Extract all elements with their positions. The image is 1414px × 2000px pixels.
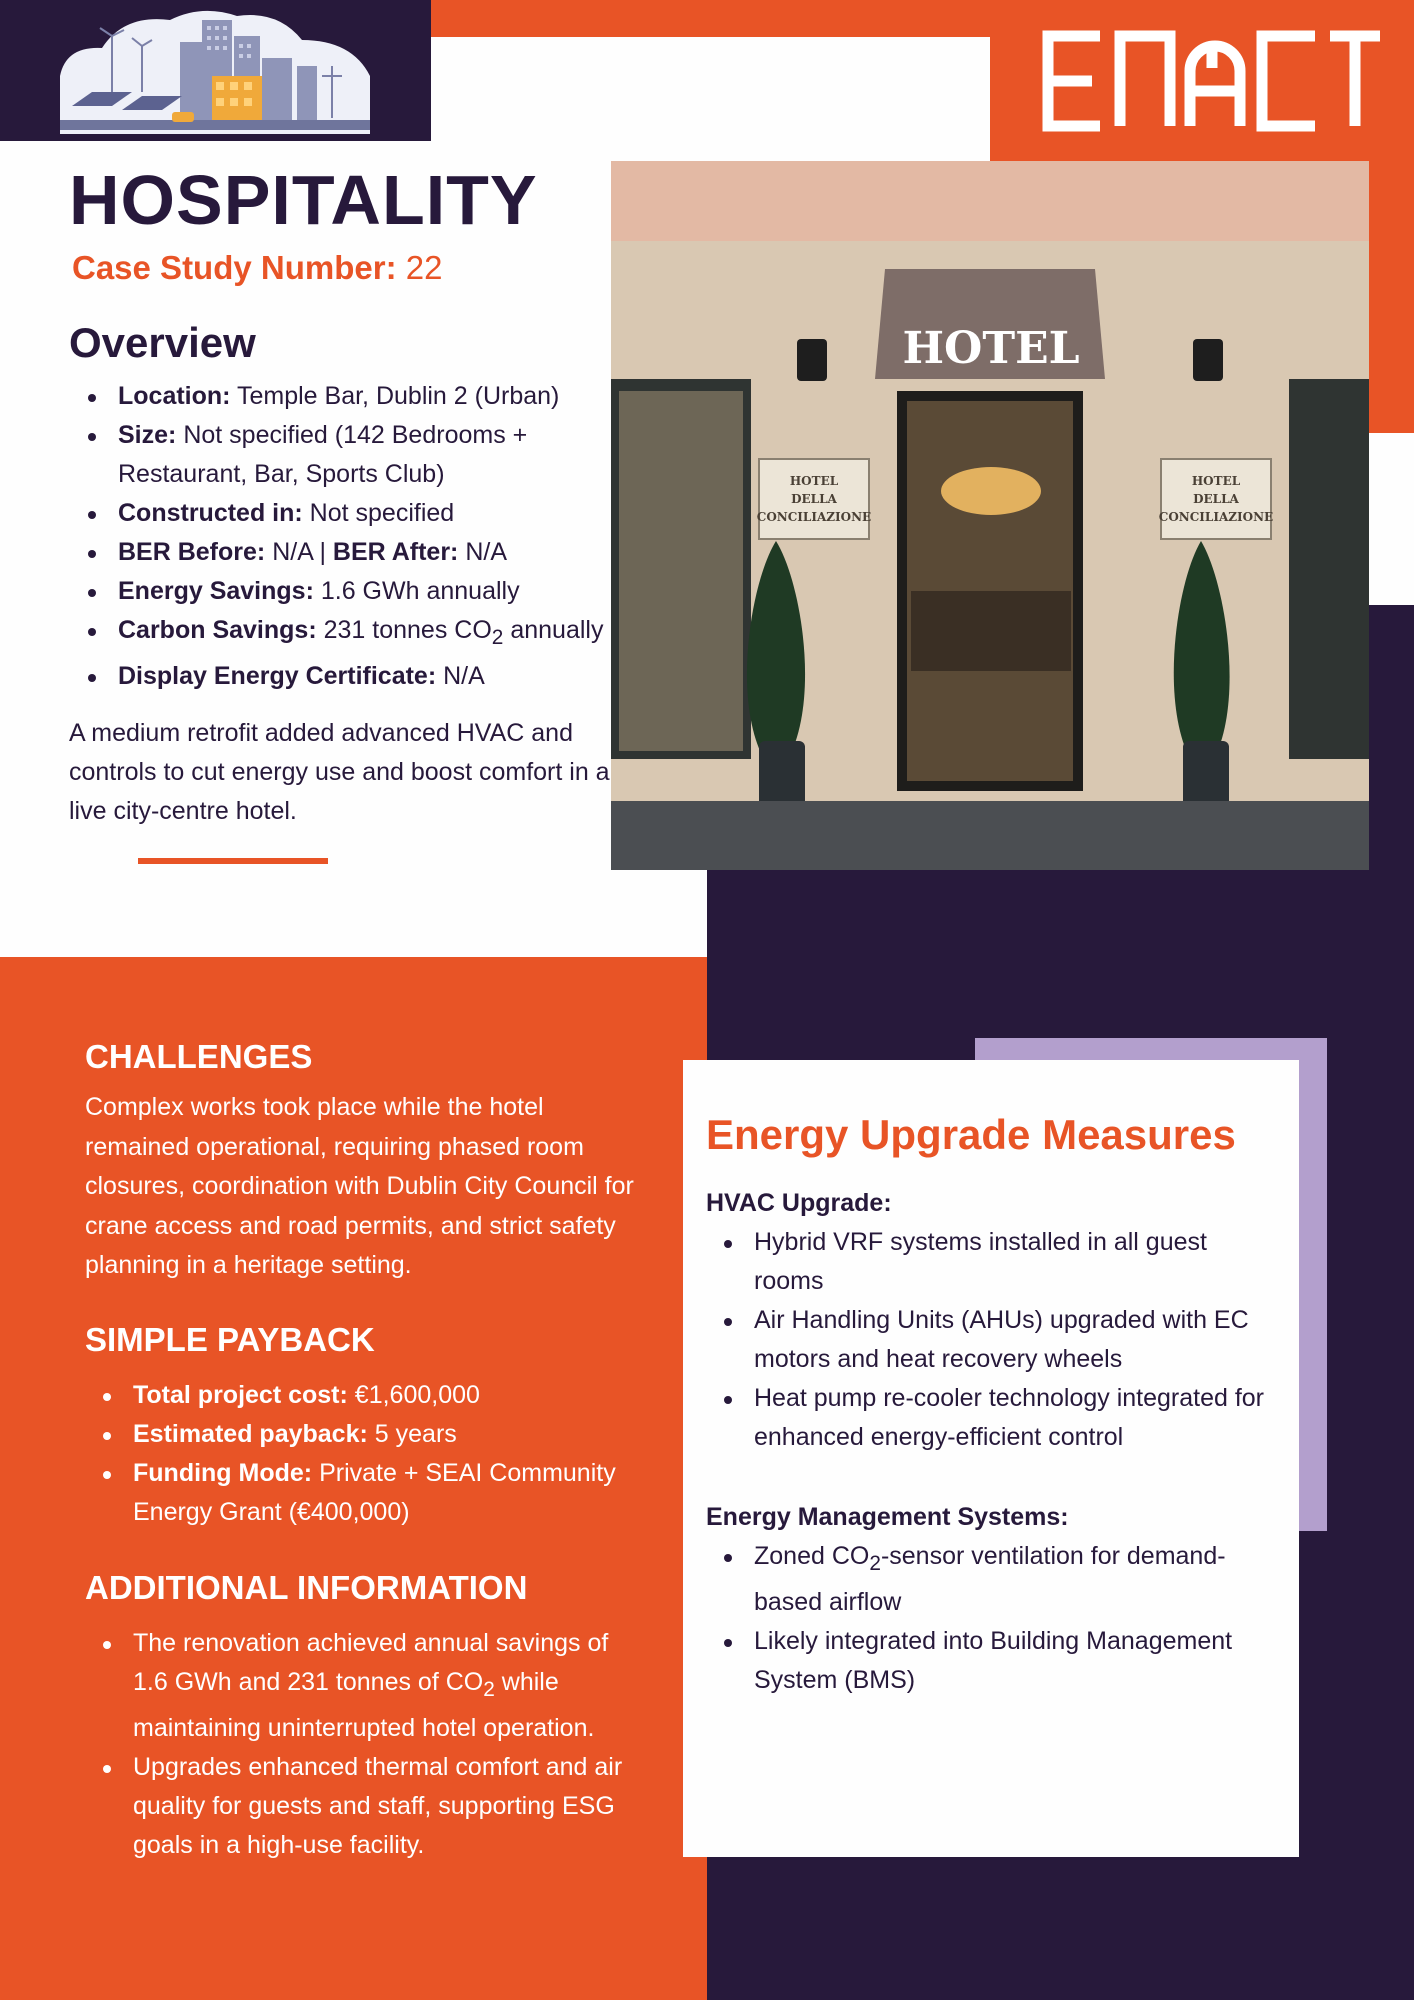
- overview-description: A medium retrofit added advanced HVAC and controls to cut energy use and boost comfort in a live city-centre hotel.: [69, 719, 610, 825]
- overview-item-carbon-savings: Carbon Savings: 231 tonnes $CO_2$ annually: [70, 611, 610, 657]
- plaque-right-line-3: CONCILIAZIONE: [1158, 510, 1274, 524]
- hvac-heading: HVAC Upgrade:: [706, 1189, 892, 1217]
- additional-info-heading: ADDITIONAL INFORMATION: [85, 1569, 528, 1606]
- measures-card: [683, 1060, 1299, 1857]
- challenges-text: Complex works took place while the hotel remained operational, requiring phased room closures, coordination with Dublin City Council for crane access and road permits, and strict safety planning in a heritage setting.: [85, 1093, 634, 1279]
- ems-heading: Energy Management Systems:: [706, 1503, 1069, 1531]
- ems-item: Zoned $CO_2$-sensor ventilation for demand-based airflow: [706, 1537, 1281, 1622]
- enact-logo-icon: [1040, 26, 1380, 136]
- overview-item-location: Location: Temple Bar, Dublin 2 (Urban): [70, 377, 610, 416]
- hvac-item: Hybrid VRF systems installed in all guest rooms: [706, 1223, 1281, 1301]
- case-study-number: [72, 248, 442, 288]
- hotel-entrance-photo: [611, 161, 1369, 870]
- additional-info-list: [85, 1624, 645, 1865]
- measures-heading: Energy Upgrade Measures: [706, 1111, 1236, 1158]
- case-study-value: 22: [405, 249, 443, 286]
- payback-list: [85, 1376, 645, 1532]
- overview-item-energy-savings: Energy Savings: 1.6 GWh annually: [70, 572, 610, 611]
- challenges-heading: CHALLENGES: [85, 1038, 313, 1075]
- hvac-item: Heat pump re-cooler technology integrated for enhanced energy-efficient control: [706, 1379, 1281, 1457]
- overview-item-dec: Display Energy Certificate: N/A: [70, 657, 610, 696]
- divider: [138, 858, 328, 864]
- overview-item-size: Size: Not specified (142 Bedrooms + Restaurant, Bar, Sports Club): [70, 416, 610, 494]
- overview-item-constructed: Constructed in: Not specified: [70, 494, 610, 533]
- ems-list: [706, 1537, 1281, 1700]
- payback-item-cost: Total project cost: €1,600,000: [85, 1376, 645, 1415]
- city-illustration-icon: [52, 6, 377, 136]
- payback-heading: SIMPLE PAYBACK: [85, 1321, 375, 1358]
- overview-item-ber: BER Before: N/A | BER After: N/A: [70, 533, 610, 572]
- plaque-right-line-2: DELLA: [1193, 492, 1239, 506]
- plaque-left-line-1: HOTEL: [789, 474, 839, 488]
- hvac-list: [706, 1223, 1281, 1457]
- orange-side-accent: [1368, 161, 1414, 433]
- payback-item-period: Estimated payback: 5 years: [85, 1415, 645, 1454]
- overview-list: [70, 377, 610, 696]
- overview-heading: Overview: [69, 319, 256, 366]
- additional-info-item: Upgrades enhanced thermal comfort and air quality for guests and staff, supporting ESG goals in a high-use facility.: [85, 1748, 645, 1865]
- ems-item: Likely integrated into Building Management System (BMS): [706, 1622, 1281, 1700]
- plaque-left-line-3: CONCILIAZIONE: [756, 510, 872, 524]
- plaque-right-line-1: HOTEL: [1191, 474, 1241, 488]
- hotel-sign-text: HOTEL: [902, 323, 1080, 374]
- page-title: HOSPITALITY: [69, 161, 538, 239]
- hvac-item: Air Handling Units (AHUs) upgraded with EC motors and heat recovery wheels: [706, 1301, 1281, 1379]
- case-study-label: Case Study Number:: [72, 249, 397, 286]
- payback-item-funding: Funding Mode: Private + SEAI Community Energy Grant (€400,000): [85, 1454, 645, 1532]
- plaque-left-line-2: DELLA: [791, 492, 837, 506]
- additional-info-item: The renovation achieved annual savings of 1.6 GWh and 231 tonnes of $CO_2$ while maintaining uninterrupted hotel operation.: [85, 1624, 645, 1748]
